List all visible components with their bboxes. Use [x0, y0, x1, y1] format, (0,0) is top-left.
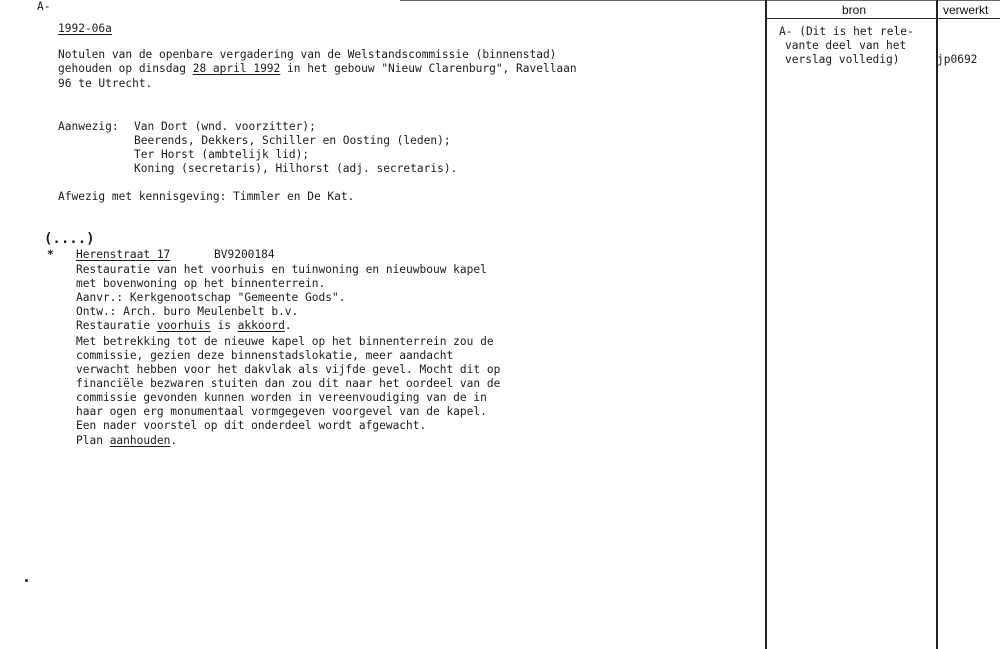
verwerkt-column-left-border — [936, 0, 938, 649]
present-entry: Koning (secretaris), Hilhorst (adj. secretaris). — [134, 162, 458, 175]
item-address: Herenstraat 17 — [76, 248, 171, 261]
verdict-text: . — [284, 319, 292, 332]
plan-text: Plan — [76, 434, 110, 447]
bron-note-line: verslag volledig) — [785, 53, 900, 66]
item-line: Met betrekking tot de nieuwe kapel op het binnenterrein zou de — [76, 335, 494, 348]
title-line: Notulen van de openbare vergadering van de Welstandscommissie (binnenstad) — [58, 48, 557, 61]
bron-column-left-border — [765, 0, 767, 649]
scan-speck — [25, 579, 28, 582]
bron-note-line: vante deel van het — [785, 39, 907, 52]
item-bullet: * — [47, 248, 54, 261]
present-entry: Ter Horst (ambtelijk lid); — [134, 148, 310, 161]
corner-label: A- — [37, 0, 51, 13]
document-reference: 1992-06a — [58, 22, 112, 35]
omission-marker: (....) — [44, 231, 95, 247]
item-line: verwacht hebben voor het dakvlak als vijfde gevel. Mocht dit op — [76, 363, 501, 376]
item-line: financiële bezwaren stuiten dan zou dit naar het oordeel van de — [76, 377, 501, 390]
title-text: gehouden op dinsdag — [58, 62, 193, 75]
bron-note-line: A- (Dit is het rele- — [779, 25, 914, 38]
column-header-verwerkt: verwerkt — [943, 3, 989, 17]
verdict-text: Restauratie — [76, 319, 157, 332]
title-line: 96 te Utrecht. — [58, 77, 153, 90]
item-line: haar ogen erg monumentaal vormgegeven voorgevel van de kapel. — [76, 405, 487, 418]
meeting-date: 28 april 1992 — [192, 62, 281, 75]
item-line: commissie gevonden kunnen worden in vereenvoudiging van de in — [76, 391, 487, 404]
plan-word: aanhouden — [109, 434, 171, 447]
header-rule — [766, 18, 1000, 19]
present-entry: Van Dort (wnd. voorzitter); — [134, 120, 316, 133]
item-line: commissie, gezien deze binnenstadslokatie, meer aandacht — [76, 349, 454, 362]
item-verdict — [76, 319, 292, 333]
verdict-text: is — [210, 319, 238, 332]
item-line: Ontw.: Arch. buro Meulenbelt b.v. — [76, 305, 299, 318]
item-plan — [76, 434, 177, 448]
item-line: Aanvr.: Kerkgenootschap "Gemeente Gods". — [76, 291, 346, 304]
present-entry: Beerends, Dekkers, Schiller en Oosting (leden); — [134, 134, 451, 147]
item-line: Een nader voorstel op dit onderdeel wordt afgewacht. — [76, 419, 427, 432]
present-label: Aanwezig: — [58, 120, 119, 133]
title-line — [58, 62, 577, 76]
plan-text: . — [170, 434, 178, 447]
verwerkt-code: jp0692 — [937, 53, 978, 66]
verdict-object: voorhuis — [156, 319, 211, 332]
column-header-bron: bron — [842, 3, 867, 17]
verdict-word: akkoord — [237, 319, 285, 332]
title-text: in het gebouw "Nieuw Clarenburg", Ravellaan — [280, 62, 577, 75]
item-line: Restauratie van het voorhuis en tuinwoning en nieuwbouw kapel — [76, 263, 487, 276]
absent-line: Afwezig met kennisgeving: Timmler en De Kat. — [58, 190, 355, 203]
item-code: BV9200184 — [214, 248, 275, 261]
item-line: met bovenwoning op het binnenterrein. — [76, 277, 326, 290]
